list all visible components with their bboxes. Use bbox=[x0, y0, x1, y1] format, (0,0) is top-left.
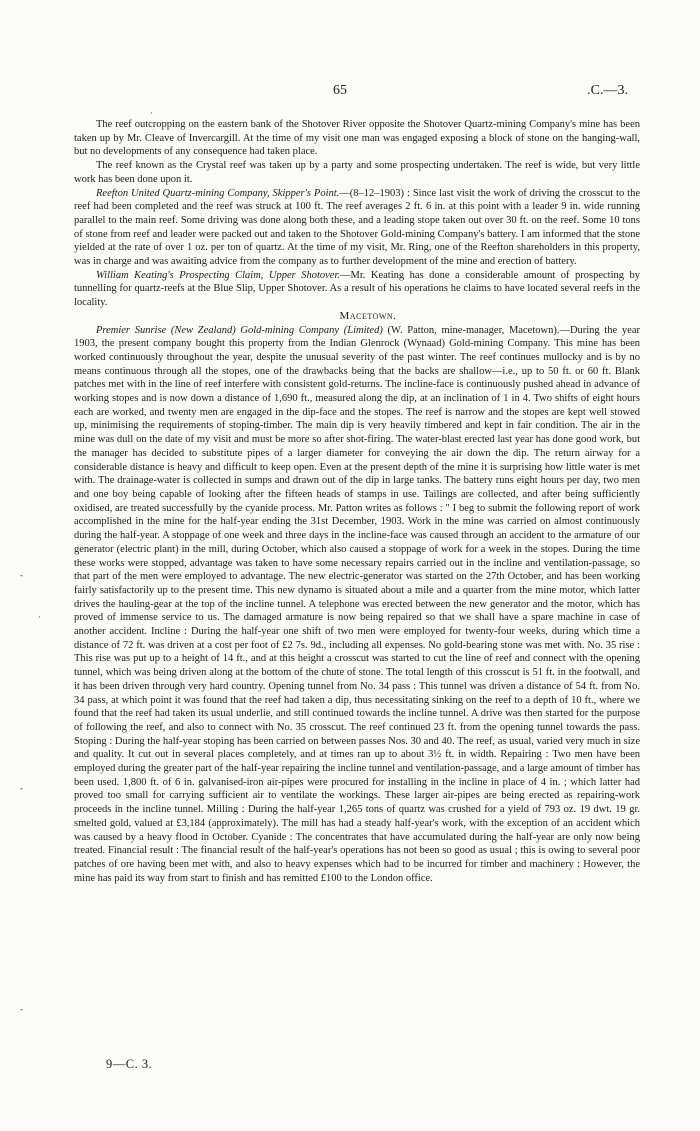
paragraph-reefton-united bbox=[74, 187, 640, 269]
paragraph-premier-sunrise bbox=[74, 324, 640, 886]
page-header bbox=[0, 83, 700, 103]
paragraph-keating bbox=[74, 269, 640, 310]
paragraph-title: William Keating's Prospecting Claim, Upper Shotover. bbox=[96, 269, 341, 281]
margin-dash: - bbox=[20, 570, 23, 580]
paragraph-title: Premier Sunrise (New Zealand) Gold-mining Company (Limited) bbox=[96, 324, 383, 336]
page-footer-signature: 9—C. 3. bbox=[106, 1057, 153, 1071]
paragraph-content: —Mr. Keating has done a considerable amount of prospecting by tunnelling for quartz-reefs at the Blue Slip, Upper Shotover. As a result of his operations he claims to have located several reefs in the locality. bbox=[74, 269, 640, 309]
paragraph-title: Reefton United Quartz-mining Company, Skipper's Point. bbox=[96, 187, 340, 199]
paragraph-content: (W. Patton, mine-manager, Macetown).—During the year 1903, the present company bought this property from the Indian Glenrock (Wynaad) Gold-mining Company. This mine has been worked continuously throughout the year, despite the unusual severity of the past winter. The reef continues mullocky and is by no means continuous through all the stopes, one of the drawbacks being that the backs are shallow—i.e., up to 50 ft. or 60 ft. Blank patches met with in the line of reef interfere with consistent gold-returns. The incline-face is continuously pushed ahead in advance of working stopes and is now down a distance of 1,690 ft., measured along the dip, at an inclination of 1 in 4. Two shifts of eight hours each are worked, and twenty men are engaged in the dip-face and the stopes. The reef is narrow and the stopes are kept well stowed up, minimising the requirements of stoping-timber. The main dip is very heavily timbered and kept in fair condition. The air in the mine was dull on the date of my visit and must be more so after shot-firing. The water-blast erected last year has done good work, but the manager has decided to substitute pipes of a larger diameter for conveying the air down the dip. The return airway for a considerable distance is heavy and difficult to keep open. Even at the present depth of the mine it is surprising how little water is met with. The drainage-water is collected in sumps and drawn out of the dip in large tanks. The battery runs eight hours per day, two men and one boy being capable of looking after the fifteen heads of stamps in use. Tailings are collected, and after being sufficiently oxidised, are treated successfully by the cyanide process. Mr. Patton writes as follows : " I beg to submit the following report of work accomplished in the mine for the half-year ending the 31st December, 1903. Work in the mine was carried on almost continuously during the half-year. A stoppage of one week and three days in the incline-face was caused through an accident to the armature of our generator (electric plant) in the mill, during October, which also caused a stoppage of work for a week in the stopes. During the time these works were stopped, advantage was taken to have some necessary repairs carried out in the incline and ventilation-passage, so that part of the men were employed to advantage. The new electric-generator was started on the 27th October, and has been working fairly satisfactorily up to the present time. This new dynamo is situated about a mile and a quarter from the mine motor, which latter drives the hauling-gear at the top of the incline tunnel. A telephone was erected between the new generator and the motor, which has proved of immense service to us. The damaged armature is now being repaired so that we shall have a spare machine in case of another accident. Incline : During the half-year one shift of two men were employed for twenty-four weeks, during which time a distance of 72 ft. was driven at a cost per foot of £2 7s. 9d., including all expenses. No gold-bearing stone was met with. No. 35 rise : This rise was put up to a height of 14 ft., and at this height a crosscut was started to cut the line of reef and connect with the opening tunnel, which was being driven along at the bottom of the chute of stone. The total length of this crosscut is 51 ft. in the footwall, and it has been driven through very hard country. Opening tunnel from No. 34 pass : This tunnel was driven a distance of 54 ft. from No. 34 pass, at which point it was found that the reef had taken a dip, thus necessitating sinking on the reef to a depth of 10 ft., where we found that the reef had taken its usual underlie, and still continued towards the incline tunnel. A drive was then started for the purpose of following the reef, and also to connect with No. 35 crosscut. The reef continued 23 ft. from the opening tunnel towards the pass. Stoping : During the half-year stoping has been carried on between passes Nos. 30 and 40. The reef, as usual, varied very much in size and quality. It cut out in several places completely, and at times ran up to about 3½ ft. in width. Repairing : Two men have been employed during the greater part of the half-year repairing the incline tunnel and ventilation-passage, and a large amount of timber has been used. 1,800 ft. of 6 in. galvanised-iron air-pipes were procured for installing in the incline in place of 4 in. ; which latter had proved too small for carrying sufficient air to ventilate the workings. These larger air-pipes are being erected as repairing-work proceeds in the incline tunnel. Milling : During the half-year 1,265 tons of quartz was crushed for a yield of 793 oz. 19 dwt. 19 gr. smelted gold, valued at £3,184 (approximately). The mill has had a steady half-year's work, with the exception of an accident which was caused by a heavy flood in October. Cyanide : The concentrates that have accumulated during the half-year are only now being treated. Financial result : The financial result of the half-year's operations has not been so good as usual ; this is owing to several poor patches of ore having been met with, and also to heavy expenses which had to be incurred for timber and machinery : However, the mine has paid its way from start to finish and has remitted £100 to the London office. bbox=[74, 324, 640, 884]
section-heading: Macetown. bbox=[339, 309, 397, 322]
paragraph-content: —(8–12–1903) : Since last visit the work of driving the crosscut to the reef had been completed and the reef was struck at 100 ft. The reef averages 2 ft. 6 in. at this point with a leader 9 in. wide running parallel to the main reef. Some driving was done along both these, and a leading stope taken out over 30 ft. on the reef. Some 10 tons of stone from reef and leader were packed out and taken to the Shotover Gold-mining Company's battery. I am informed that the stone yielded at the rate of over 1 oz. per ton of quartz. At the time of my visit, Mr. Ring, one of the Reefton shareholders in this property, was in charge and was awaiting advice from the company as to further development of the mine and erection of battery. bbox=[74, 187, 640, 268]
body-text bbox=[74, 118, 640, 885]
paragraph-crystal-reef: The reef known as the Crystal reef was taken up by a party and some prospecting undertaken. The reef is wide, but very little work has been done upon it. bbox=[74, 160, 640, 185]
paragraph-cleave: The reef outcropping on the eastern bank of the Shotover River opposite the Shotover Quartz-mining Company's mine has been taken up by Mr. Cleave of Invercargill. At the time of my visit one man was engaged exposing a block of stone on the hanging-wall, but no developments of any consequence had taken place. bbox=[74, 119, 640, 158]
margin-dot: · bbox=[38, 612, 41, 622]
series-code: .C.—3. bbox=[587, 83, 628, 98]
margin-dash: - bbox=[20, 1004, 23, 1014]
page-number: 65 bbox=[333, 83, 347, 98]
margin-dot: · bbox=[150, 108, 153, 118]
margin-dash: - bbox=[20, 783, 23, 793]
